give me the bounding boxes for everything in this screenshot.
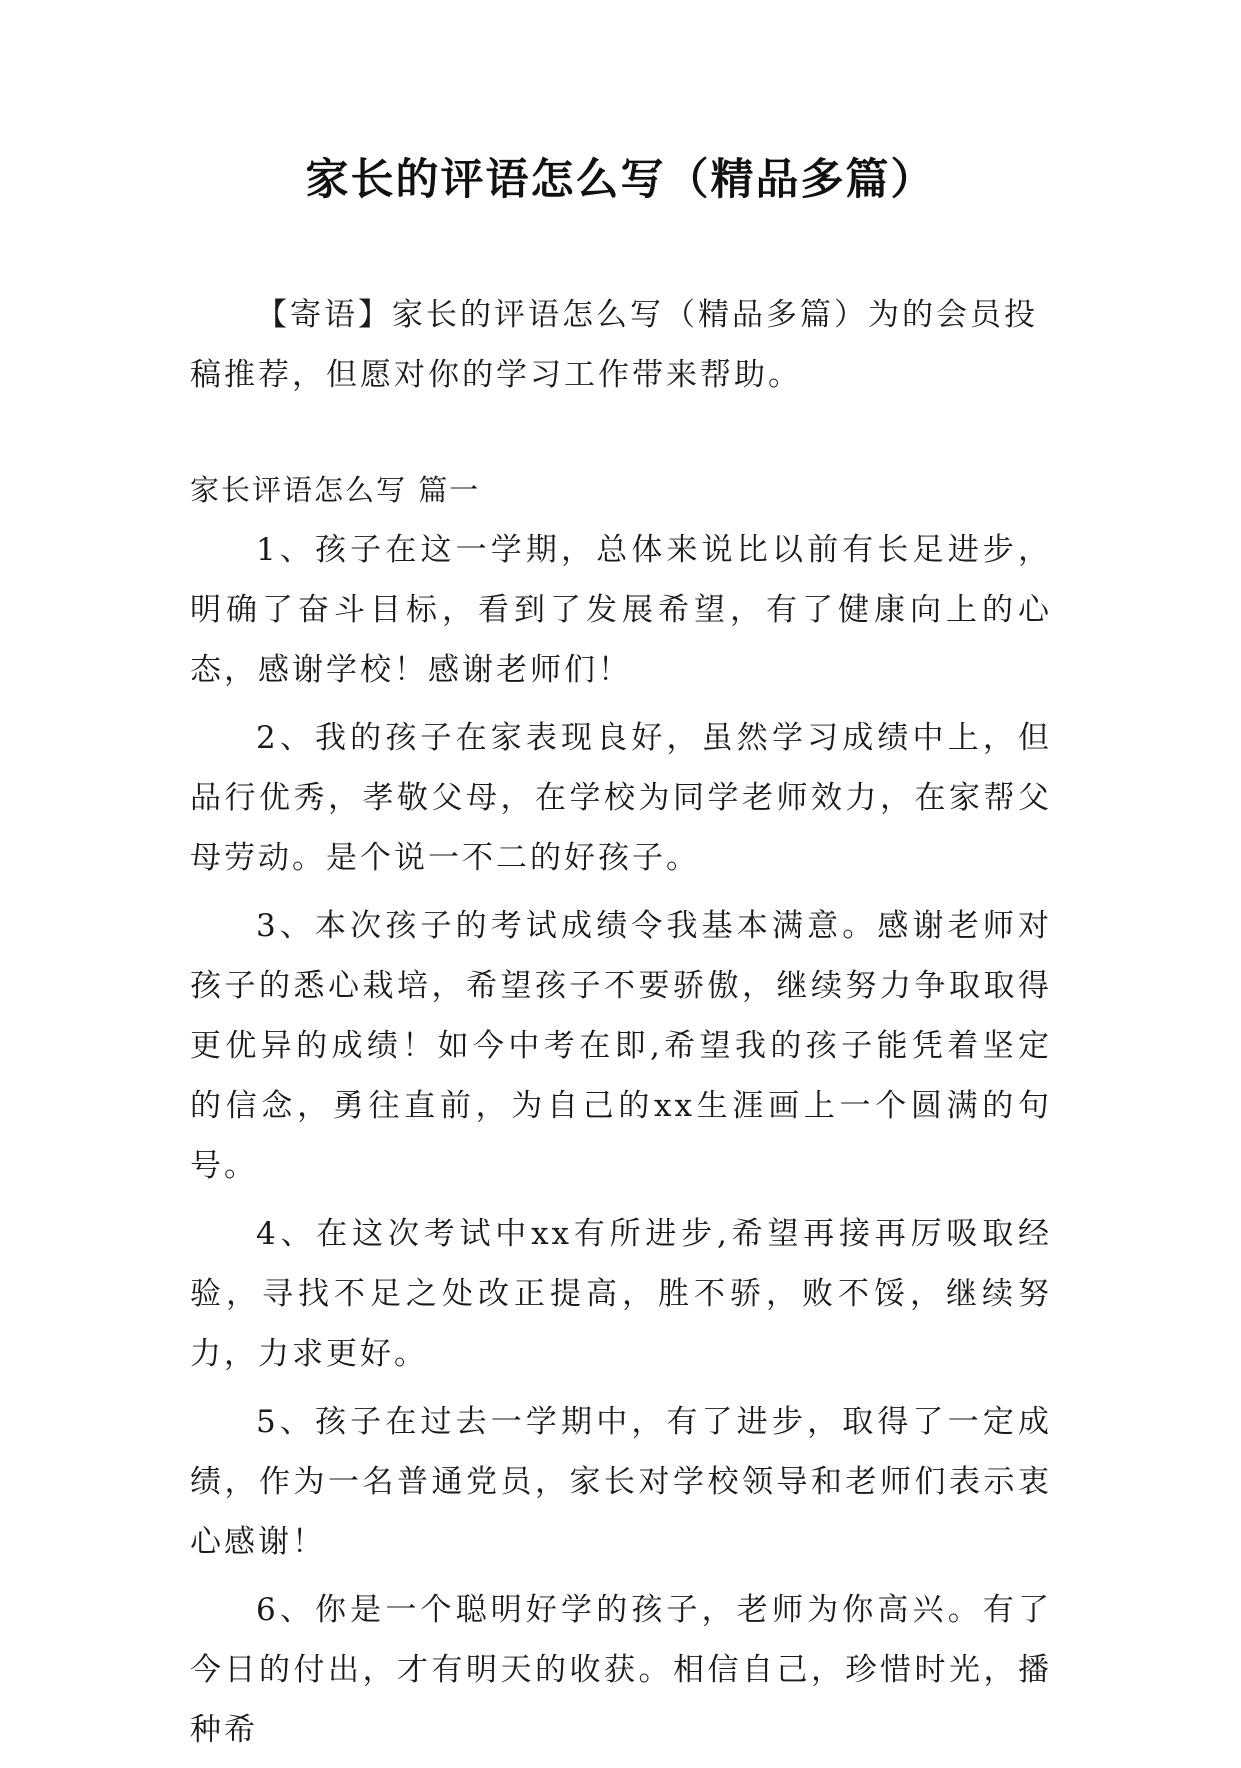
list-item: 6、你是一个聪明好学的孩子，老师为你高兴。有了今日的付出，才有明天的收获。相信自己，珍惜时光，播种希 (190, 1592, 1052, 1748)
document-title: 家长的评语怎么写（精品多篇） (305, 155, 936, 205)
list-item: 1、孩子在这一学期，总体来说比以前有长足进步，明确了奋斗目标，看到了发展希望，有了健康向上的心态，感谢学校！感谢老师们！ (190, 532, 1052, 688)
list-item: 4、在这次考试中xx有所进步,希望再接再厉吸取经验，寻找不足之处改正提高，胜不骄，败不馁，继续努力，力求更好。 (190, 1216, 1052, 1372)
list-item: 3、本次孩子的考试成绩令我基本满意。感谢老师对孩子的悉心栽培，希望孩子不要骄傲，继续努力争取取得更优异的成绩！如今中考在即,希望我的孩子能凭着坚定的信念，勇往直前，为自己的xx生涯画上一个圆满的句号。 (190, 908, 1052, 1184)
comment-list (190, 520, 1052, 1768)
section-heading: 家长评语怎么写 篇一 (190, 473, 481, 507)
list-item: 5、孩子在过去一学期中，有了进步，取得了一定成绩，作为一名普通党员，家长对学校领导和老师们表示衷心感谢！ (190, 1404, 1052, 1560)
intro-paragraph: 【寄语】家长的评语怎么写（精品多篇）为的会员投稿推荐，但愿对你的学习工作带来帮助。 (190, 297, 1038, 393)
list-item: 2、我的孩子在家表现良好，虽然学习成绩中上，但品行优秀，孝敬父母，在学校为同学老师效力，在家帮父母劳动。是个说一不二的好孩子。 (190, 720, 1052, 876)
